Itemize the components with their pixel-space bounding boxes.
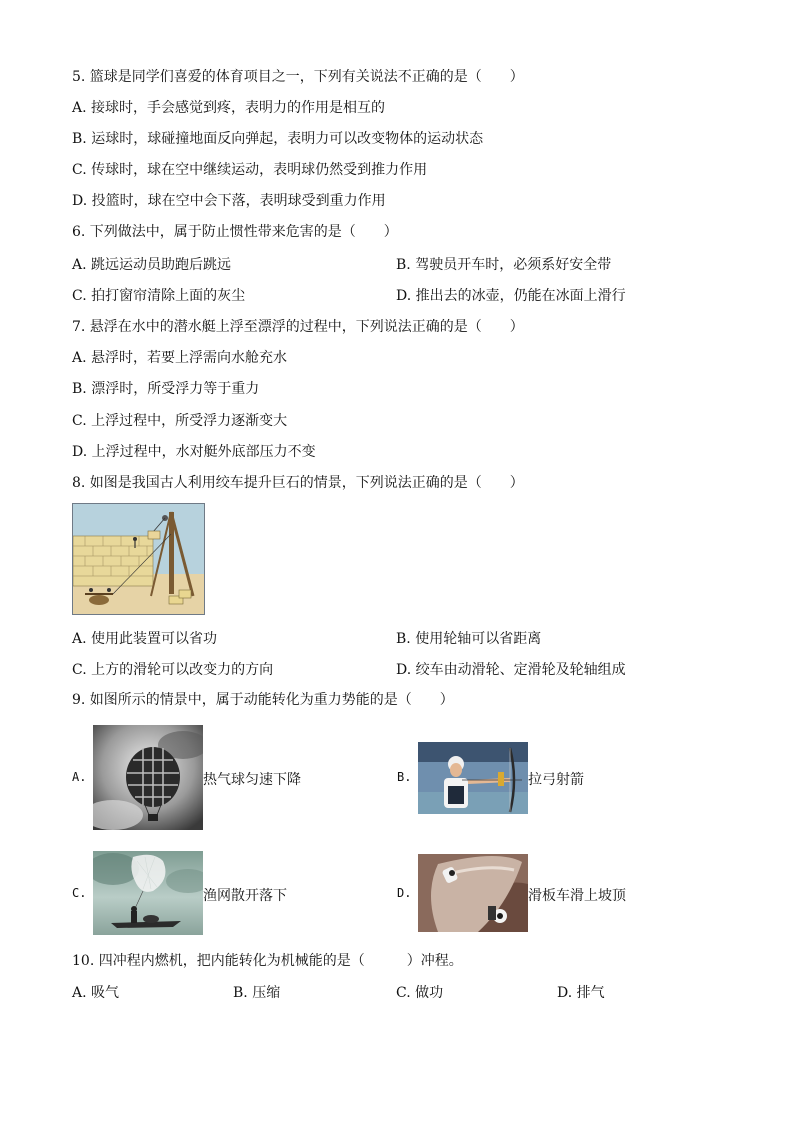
question-7-option-c: C. 上浮过程中，所受浮力逐渐变大 <box>72 413 288 429</box>
question-9-option-d-text: 滑板车滑上坡顶 <box>528 888 626 904</box>
fishing-net-photo <box>93 851 203 935</box>
question-6-option-d: D. 推出去的冰壶，仍能在冰面上滑行 <box>396 288 626 304</box>
question-10-option-a: A. 吸气 <box>72 985 120 1001</box>
question-7-option-d: D. 上浮过程中，水对艇外底部压力不变 <box>72 444 316 460</box>
question-7-option-b: B. 漂浮时，所受浮力等于重力 <box>72 381 260 397</box>
question-5-option-d: D. 投篮时，球在空中会下落，表明球受到重力作用 <box>72 193 386 209</box>
question-10-stem: 10. 四冲程内燃机，把内能转化为机械能的是（ ）冲程。 <box>72 953 463 969</box>
winch-drawing <box>73 504 204 614</box>
question-9-option-b-text: 拉弓射箭 <box>528 772 584 788</box>
question-8-stem: 8. 如图是我国古人利用绞车提升巨石的情景，下列说法正确的是（ ） <box>72 475 524 491</box>
question-6-option-b: B. 驾驶员开车时，必须系好安全带 <box>396 257 612 273</box>
hot-air-balloon-photo <box>93 725 203 830</box>
question-9-option-a-label: A. <box>72 770 87 784</box>
winch-illustration <box>72 503 205 615</box>
archery-photo <box>418 742 528 814</box>
question-8-option-b: B. 使用轮轴可以省距离 <box>396 631 542 647</box>
question-10-option-c: C. 做功 <box>396 985 444 1001</box>
question-6-option-c: C. 拍打窗帘清除上面的灰尘 <box>72 288 246 304</box>
question-9-stem: 9. 如图所示的情景中，属于动能转化为重力势能的是（ ） <box>72 692 454 708</box>
question-5-option-c: C. 传球时，球在空中继续运动，表明球仍然受到推力作用 <box>72 162 428 178</box>
question-10-option-b: B. 压缩 <box>233 985 281 1001</box>
question-9-option-c-text: 渔网散开落下 <box>203 888 287 904</box>
question-8-option-a: A. 使用此装置可以省功 <box>72 631 218 647</box>
question-9-option-b-label: B. <box>397 770 412 784</box>
skateboard-photo <box>418 854 528 932</box>
question-5-option-b: B. 运球时，球碰撞地面反向弹起，表明力可以改变物体的运动状态 <box>72 131 484 147</box>
question-8-option-d: D. 绞车由动滑轮、定滑轮及轮轴组成 <box>396 662 626 678</box>
question-9-option-d-label: D. <box>397 886 412 900</box>
question-8-option-c: C. 上方的滑轮可以改变力的方向 <box>72 662 274 678</box>
question-10-option-d: D. 排气 <box>557 985 605 1001</box>
question-9-option-c-label: C. <box>72 886 87 900</box>
question-7-stem: 7. 悬浮在水中的潜水艇上浮至漂浮的过程中，下列说法正确的是（ ） <box>72 319 524 335</box>
question-6-stem: 6. 下列做法中，属于防止惯性带来危害的是（ ） <box>72 224 398 240</box>
question-5-option-a: A. 接球时，手会感觉到疼，表明力的作用是相互的 <box>72 100 386 116</box>
question-7-option-a: A. 悬浮时，若要上浮需向水舱充水 <box>72 350 288 366</box>
question-5-stem: 5. 篮球是同学们喜爱的体育项目之一，下列有关说法不正确的是（ ） <box>72 69 524 85</box>
question-6-option-a: A. 跳远运动员助跑后跳远 <box>72 257 232 273</box>
question-9-option-a-text: 热气球匀速下降 <box>203 772 301 788</box>
